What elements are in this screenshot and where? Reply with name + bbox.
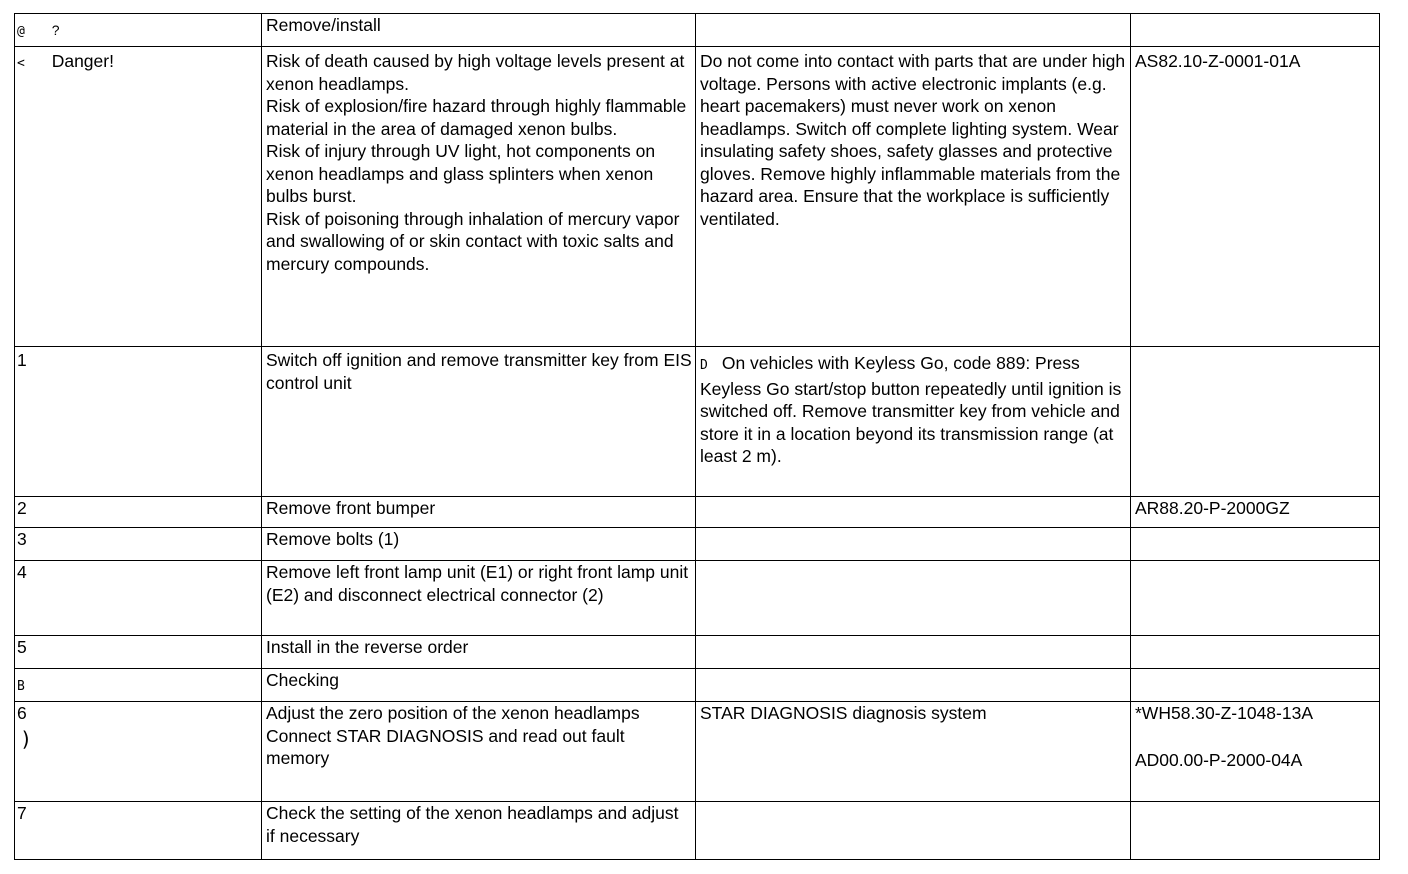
- step-number: 7: [17, 803, 27, 823]
- step-text: Remove left front lamp unit (E1) or right front lamp unit (E2) and disconnect electrical connector (2): [266, 562, 689, 605]
- table-row: [15, 47, 1380, 347]
- note-cell: [696, 669, 1131, 702]
- note-cell: [696, 528, 1131, 561]
- procedure-table: [14, 13, 1380, 860]
- step-text: Remove bolts (1): [266, 529, 400, 549]
- step-label: ?: [51, 22, 60, 38]
- table-row: [15, 669, 1380, 702]
- operation-cell: [262, 636, 696, 669]
- table-row: [15, 14, 1380, 47]
- note-icon: D: [700, 358, 708, 373]
- step-text: Remove front bumper: [266, 498, 436, 518]
- section-heading: Checking: [266, 670, 339, 690]
- operation-cell: [262, 669, 696, 702]
- step-cell: [15, 47, 262, 347]
- reference-cell: [1131, 802, 1380, 860]
- step-cell: [15, 669, 262, 702]
- operation-cell: [262, 347, 696, 497]
- note-cell: [696, 47, 1131, 347]
- step-cell: [15, 347, 262, 497]
- note-cell: [696, 561, 1131, 636]
- note-cell: [696, 497, 1131, 528]
- table-row: [15, 636, 1380, 669]
- reference-cell: [1131, 497, 1380, 528]
- reference-cell: [1131, 702, 1380, 802]
- step-text: Adjust the zero position of the xenon headlamps: [266, 703, 640, 723]
- step-number: 3: [17, 529, 27, 549]
- reference-cell: [1131, 14, 1380, 47]
- reference-cell: [1131, 636, 1380, 669]
- operation-cell: [262, 14, 696, 47]
- note-cell: [696, 347, 1131, 497]
- operation-cell: [262, 497, 696, 528]
- step-cell: [15, 497, 262, 528]
- operation-cell: [262, 561, 696, 636]
- risk-text: Risk of explosion/fire hazard through highly flammable material in the area of damaged xenon bulbs.: [266, 96, 687, 139]
- document-reference: AR88.20-P-2000GZ: [1135, 498, 1290, 518]
- checking-icon: B: [17, 679, 25, 694]
- document-reference: AD00.00-P-2000-04A: [1135, 749, 1303, 770]
- section-heading: Remove/install: [266, 15, 381, 35]
- document-reference: AS82.10-Z-0001-01A: [1135, 51, 1301, 71]
- table-row: [15, 802, 1380, 860]
- reference-cell: [1131, 528, 1380, 561]
- step-number: 5: [17, 637, 27, 657]
- step-text: Check the setting of the xenon headlamps and adjust if necessary: [266, 803, 679, 846]
- danger-icon: <: [17, 56, 25, 71]
- step-cell: [15, 528, 262, 561]
- step-cell: [15, 802, 262, 860]
- remove-install-icon: @: [17, 24, 25, 39]
- step-cell: [15, 561, 262, 636]
- operation-cell: [262, 528, 696, 561]
- diagnosis-icon: ): [20, 726, 33, 751]
- reference-cell: [1131, 669, 1380, 702]
- step-number: 4: [17, 562, 27, 582]
- step-number: 6: [17, 703, 27, 723]
- note-text: On vehicles with Keyless Go, code 889: Press Keyless Go start/stop button repeatedly until ignition is switched off. Remove transmitter key from vehicle and store it in a location beyond its transmission range (at least 2 m).: [700, 353, 1122, 466]
- risk-text: Risk of injury through UV light, hot components on xenon headlamps and glass splinters when xenon bulbs burst.: [266, 141, 656, 206]
- step-cell: [15, 702, 262, 802]
- table-row: [15, 497, 1380, 528]
- reference-cell: [1131, 47, 1380, 347]
- danger-label: Danger!: [51, 51, 114, 71]
- operation-cell: [262, 802, 696, 860]
- reference-cell: [1131, 561, 1380, 636]
- operation-cell: [262, 47, 696, 347]
- step-text: Switch off ignition and remove transmitter key from EIS control unit: [266, 350, 692, 393]
- note-cell: [696, 802, 1131, 860]
- document-reference: *WH58.30-Z-1048-13A: [1135, 703, 1313, 723]
- step-number: 2: [17, 498, 27, 518]
- operation-cell: [262, 702, 696, 802]
- risk-text: Risk of death caused by high voltage levels present at xenon headlamps.: [266, 51, 685, 94]
- note-cell: [696, 702, 1131, 802]
- safety-note: Do not come into contact with parts that are under high voltage. Persons with active electronic implants (e.g. heart pacemakers) must never work on xenon headlamps. Switch off complete lighting system. Wear insulating safety shoes, safety glasses and protective gloves. Remove highly inflammable materials from the hazard area. Ensure that the workplace is sufficiently ventilated.: [700, 51, 1126, 229]
- note-cell: [696, 14, 1131, 47]
- reference-cell: [1131, 347, 1380, 497]
- step-text: Connect STAR DIAGNOSIS and read out fault memory: [266, 725, 625, 768]
- step-cell: [15, 636, 262, 669]
- table-row: [15, 347, 1380, 497]
- step-number: 1: [17, 350, 27, 370]
- table-row: [15, 561, 1380, 636]
- table-row: [15, 528, 1380, 561]
- step-text: Install in the reverse order: [266, 637, 469, 657]
- step-cell: [15, 14, 262, 47]
- tool-text: STAR DIAGNOSIS diagnosis system: [700, 703, 987, 723]
- risk-text: Risk of poisoning through inhalation of mercury vapor and swallowing of or skin contact with toxic salts and mercury compounds.: [266, 208, 680, 274]
- table-row: [15, 702, 1380, 802]
- note-cell: [696, 636, 1131, 669]
